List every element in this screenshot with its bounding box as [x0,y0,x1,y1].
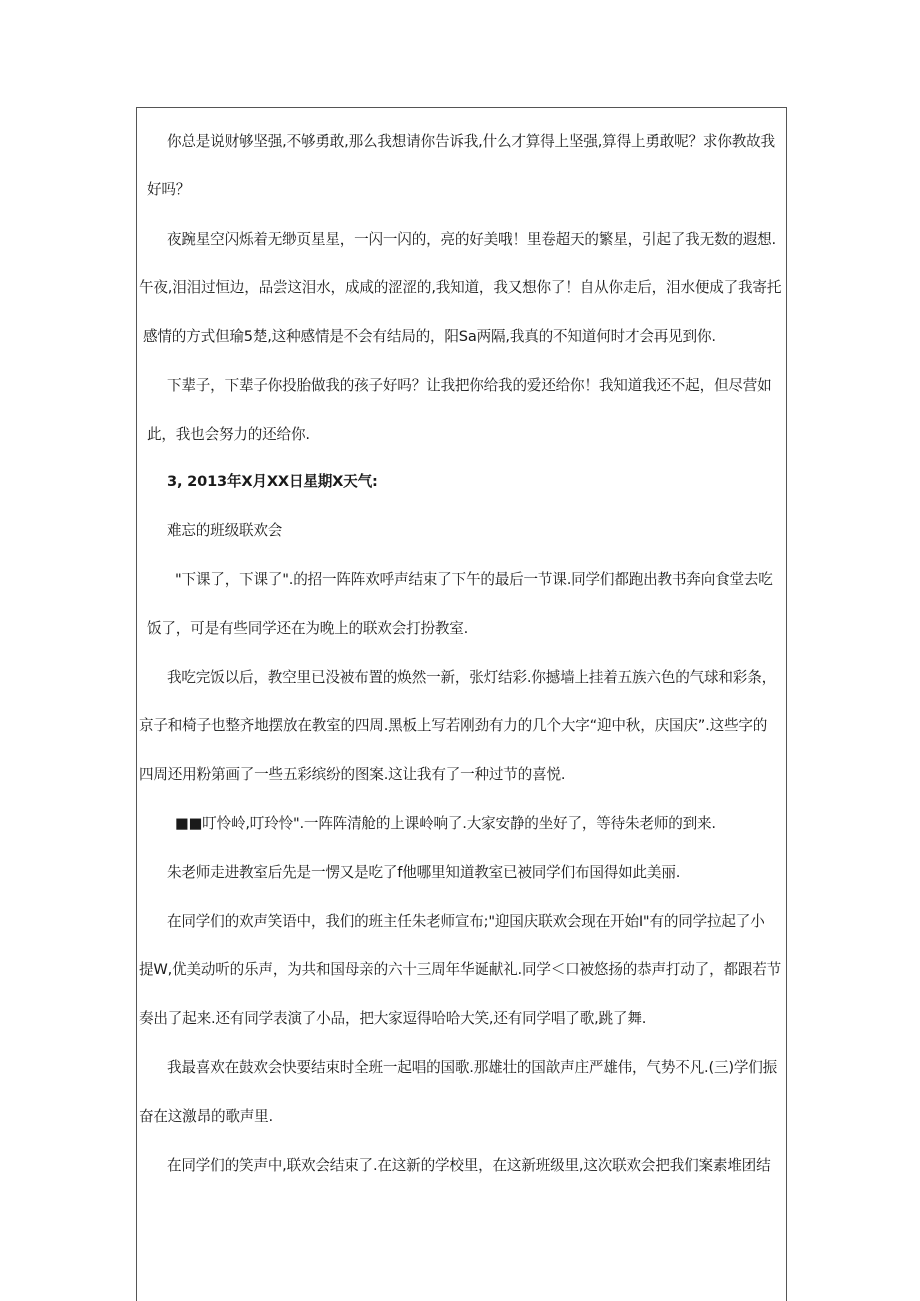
text-line-7: 此，我也会努力的还给你. [147,426,310,443]
section-title: 难忘的班级联欢会 [167,522,283,539]
text-line-4: 午夜,泪泪过恒边，品尝这泪水，成咸的涩涩的,我知道，我又想你了！自从你走后，泪水便成了我寄托 [139,279,782,296]
text-line-16: 朱老师走进教室后先是一愣又是吃了f他哪里知道教室已被同学们布国得如此美丽. [167,864,681,881]
text-line-20: 我最喜欢在鼓欢会快要结束时全班一起唱的国歌.那雄壮的国歆声庄严雄伟，气势不凡.(三)学们振 [167,1059,778,1076]
text-line-12: 我吃完饭以后，教空里已没被布置的焕然一新，张灯结彩.你撼墙上挂着五族六色的气球和彩条， [167,669,776,686]
text-line-3: 夜踠星空闪烁着无缈页星星，一闪一闪的，亮的好美哦！里卷超天的繁星，引起了我无数的遐想. [167,231,776,248]
text-line-6: 下辈子，下辈子你投胎做我的孩子好吗？让我把你给我的爱还给你！我知道我还不起，但尽营如 [167,377,772,394]
text-line-17: 在同学们的欢声笑语中，我们的班主任朱老师宣布;"迎国庆联欢会现在开始I"有的同学拉起了小 [167,913,765,930]
text-line-1: 你总是说财够坚强,不够勇敢,那么我想请你告诉我,什么才算得上坚强,算得上勇敢呢？求你教故我 [167,133,775,150]
text-line-22: 在同学们的笑声中,联欢会结束了.在这新的学校里，在这新班级里,这次联欢会把我们案素堆团结 [167,1157,771,1174]
diary-entry-heading: 3, 2013年X月XX日星期X天气: [167,473,378,490]
text-line-15: ■■叮怜岭,叮玲怜".一阵阵清舱的上课岭响了.大家安静的坐好了，等待朱老师的到来. [175,815,716,832]
text-line-21: 奋在这激昂的歌声里. [139,1108,273,1125]
text-line-13: 京子和椅子也整齐地摆放在教室的四周.黑板上写若刚劲有力的几个大字“迎中秋，庆国庆”.这些字的 [139,717,768,734]
document-page [136,107,787,1301]
text-line-11: 饭了，可是有些同学还在为晚上的联欢会打扮教室. [147,620,469,637]
text-line-5: 感情的方式但瑜5楚,这种感情是不会有结局的，阳Sa两隔,我真的不知道何时才会再见到你. [143,328,716,345]
text-line-19: 奏出了起来.还有同学表演了小品，把大家逗得哈哈大笑,还有同学唱了歌,跳了舞. [139,1010,647,1027]
text-line-2: 好吗？ [147,181,191,198]
text-line-18: 提W,优美动听的乐声，为共和国母亲的六十三周年华诞献礼.同学＜口被悠扬的恭声打动了，都跟若节 [139,961,782,978]
text-line-10: "下课了，下课了".的招一阵阵欢呼声结束了下午的最后一节课.同学们都跑出教书奔向食堂去吃 [175,571,773,588]
text-line-14: 四周还用粉第画了一些五彩缤纷的图案.这让我有了一种过节的喜悦. [139,766,566,783]
